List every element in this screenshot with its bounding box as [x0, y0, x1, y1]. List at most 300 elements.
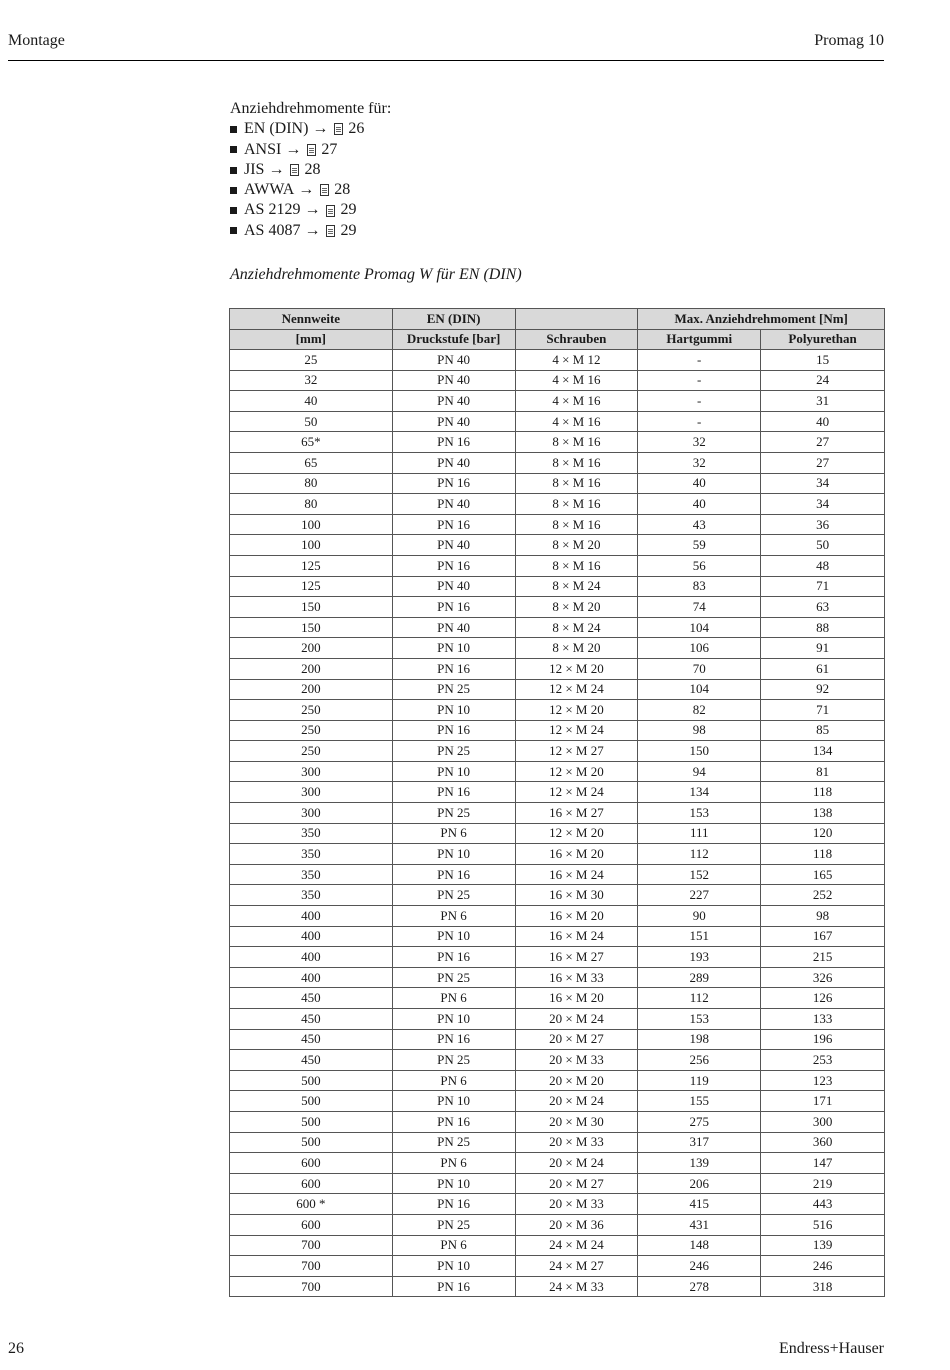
reference-label: AWWA — [244, 181, 295, 199]
table-row — [230, 452, 885, 473]
table-row — [230, 432, 885, 453]
cell-polyurethan: 318 — [761, 1276, 885, 1297]
cell-hartgummi: 74 — [638, 597, 761, 618]
table-row — [230, 597, 885, 618]
cell-hartgummi: 112 — [638, 988, 761, 1009]
cell-hartgummi: 289 — [638, 967, 761, 988]
cell-polyurethan: 34 — [761, 473, 885, 494]
cell-polyurethan: 92 — [761, 679, 885, 700]
reference-item — [230, 180, 391, 200]
cell-hartgummi: 155 — [638, 1091, 761, 1112]
reference-label: JIS — [244, 160, 265, 178]
cell-polyurethan: 215 — [761, 947, 885, 968]
reference-item — [230, 221, 391, 241]
cell-hartgummi: 198 — [638, 1029, 761, 1050]
bullet-icon — [230, 146, 237, 153]
table-row — [230, 761, 885, 782]
cell-nennweite: 100 — [230, 514, 393, 535]
cell-hartgummi: 256 — [638, 1050, 761, 1071]
table-row — [230, 967, 885, 988]
cell-schrauben: 16 × M 27 — [515, 947, 638, 968]
table-row — [230, 1153, 885, 1174]
header-nennweite: Nennweite — [230, 309, 393, 330]
header-max-torque: Max. Anziehdrehmoment [Nm] — [638, 309, 885, 330]
table-row — [230, 576, 885, 597]
cell-schrauben: 8 × M 16 — [515, 514, 638, 535]
cell-schrauben: 16 × M 30 — [515, 885, 638, 906]
cell-nennweite: 150 — [230, 617, 393, 638]
page-reference-icon — [320, 184, 329, 196]
page-reference-icon — [326, 205, 335, 217]
cell-schrauben: 8 × M 16 — [515, 452, 638, 473]
cell-hartgummi: - — [638, 350, 761, 371]
cell-druckstufe: PN 16 — [392, 1111, 515, 1132]
cell-schrauben: 20 × M 24 — [515, 1153, 638, 1174]
cell-schrauben: 20 × M 30 — [515, 1111, 638, 1132]
cell-druckstufe: PN 16 — [392, 947, 515, 968]
arrow-icon: → — [285, 140, 302, 158]
cell-schrauben: 16 × M 20 — [515, 988, 638, 1009]
cell-nennweite: 500 — [230, 1132, 393, 1153]
cell-druckstufe: PN 10 — [392, 1009, 515, 1030]
cell-nennweite: 350 — [230, 885, 393, 906]
table-row — [230, 823, 885, 844]
cell-schrauben: 20 × M 24 — [515, 1091, 638, 1112]
cell-druckstufe: PN 40 — [392, 370, 515, 391]
brand-name: Endress+Hauser — [779, 1340, 884, 1357]
cell-druckstufe: PN 6 — [392, 1153, 515, 1174]
cell-druckstufe: PN 16 — [392, 658, 515, 679]
reference-label: AS 2129 — [244, 201, 301, 219]
cell-schrauben: 12 × M 20 — [515, 700, 638, 721]
cell-hartgummi: 90 — [638, 906, 761, 927]
cell-schrauben: 24 × M 24 — [515, 1235, 638, 1256]
cell-hartgummi: - — [638, 411, 761, 432]
cell-hartgummi: 104 — [638, 617, 761, 638]
header-hartgummi: Hartgummi — [638, 329, 761, 350]
cell-hartgummi: 56 — [638, 555, 761, 576]
cell-polyurethan: 118 — [761, 844, 885, 865]
cell-nennweite: 600 — [230, 1153, 393, 1174]
cell-nennweite: 600 — [230, 1214, 393, 1235]
cell-hartgummi: 278 — [638, 1276, 761, 1297]
cell-polyurethan: 50 — [761, 535, 885, 556]
cell-hartgummi: 246 — [638, 1256, 761, 1277]
table-row — [230, 535, 885, 556]
cell-polyurethan: 71 — [761, 700, 885, 721]
cell-hartgummi: 70 — [638, 658, 761, 679]
cell-polyurethan: 147 — [761, 1153, 885, 1174]
cell-hartgummi: 431 — [638, 1214, 761, 1235]
table-row — [230, 1256, 885, 1277]
cell-nennweite: 250 — [230, 720, 393, 741]
table-row — [230, 473, 885, 494]
cell-nennweite: 700 — [230, 1256, 393, 1277]
arrow-icon: → — [304, 201, 321, 219]
cell-schrauben: 8 × M 16 — [515, 473, 638, 494]
table-row — [230, 1235, 885, 1256]
cell-nennweite: 65* — [230, 432, 393, 453]
arrow-icon: → — [304, 221, 321, 239]
cell-druckstufe: PN 40 — [392, 576, 515, 597]
cell-druckstufe: PN 10 — [392, 1173, 515, 1194]
cell-schrauben: 4 × M 16 — [515, 370, 638, 391]
cell-polyurethan: 48 — [761, 555, 885, 576]
cell-druckstufe: PN 10 — [392, 1091, 515, 1112]
cell-polyurethan: 24 — [761, 370, 885, 391]
page-header — [8, 30, 884, 61]
page-reference-icon — [326, 225, 335, 237]
cell-schrauben: 12 × M 24 — [515, 679, 638, 700]
header-schrauben-top — [515, 309, 638, 330]
reference-list — [230, 119, 391, 241]
table-row — [230, 1132, 885, 1153]
cell-nennweite: 300 — [230, 761, 393, 782]
cell-schrauben: 8 × M 24 — [515, 576, 638, 597]
cell-nennweite: 450 — [230, 988, 393, 1009]
table-row — [230, 1276, 885, 1297]
cell-schrauben: 20 × M 33 — [515, 1050, 638, 1071]
cell-hartgummi: 152 — [638, 864, 761, 885]
cell-schrauben: 20 × M 27 — [515, 1029, 638, 1050]
table-caption: Anziehdrehmomente Promag W für EN (DIN) — [230, 266, 522, 283]
cell-schrauben: 12 × M 24 — [515, 782, 638, 803]
cell-nennweite: 100 — [230, 535, 393, 556]
table-row — [230, 1173, 885, 1194]
cell-polyurethan: 443 — [761, 1194, 885, 1215]
reference-label: AS 4087 — [244, 221, 301, 239]
cell-nennweite: 500 — [230, 1111, 393, 1132]
cell-druckstufe: PN 10 — [392, 700, 515, 721]
cell-nennweite: 300 — [230, 782, 393, 803]
cell-polyurethan: 246 — [761, 1256, 885, 1277]
cell-hartgummi: 83 — [638, 576, 761, 597]
page-number: 26 — [8, 1340, 24, 1357]
cell-druckstufe: PN 10 — [392, 926, 515, 947]
cell-polyurethan: 196 — [761, 1029, 885, 1050]
cell-druckstufe: PN 40 — [392, 452, 515, 473]
cell-druckstufe: PN 25 — [392, 803, 515, 824]
cell-nennweite: 500 — [230, 1070, 393, 1091]
cell-schrauben: 8 × M 16 — [515, 494, 638, 515]
cell-nennweite: 125 — [230, 576, 393, 597]
cell-schrauben: 16 × M 27 — [515, 803, 638, 824]
cell-schrauben: 8 × M 20 — [515, 638, 638, 659]
table-row — [230, 370, 885, 391]
cell-hartgummi: 94 — [638, 761, 761, 782]
table-row — [230, 350, 885, 371]
cell-schrauben: 12 × M 27 — [515, 741, 638, 762]
table-row — [230, 1091, 885, 1112]
cell-schrauben: 4 × M 16 — [515, 391, 638, 412]
cell-schrauben: 4 × M 12 — [515, 350, 638, 371]
cell-hartgummi: 139 — [638, 1153, 761, 1174]
cell-polyurethan: 98 — [761, 906, 885, 927]
cell-nennweite: 80 — [230, 473, 393, 494]
cell-nennweite: 350 — [230, 823, 393, 844]
cell-druckstufe: PN 16 — [392, 864, 515, 885]
cell-hartgummi: 32 — [638, 432, 761, 453]
table-row — [230, 411, 885, 432]
cell-schrauben: 20 × M 27 — [515, 1173, 638, 1194]
table-row — [230, 1111, 885, 1132]
cell-schrauben: 8 × M 16 — [515, 555, 638, 576]
cell-polyurethan: 253 — [761, 1050, 885, 1071]
cell-schrauben: 8 × M 20 — [515, 597, 638, 618]
table-row — [230, 638, 885, 659]
cell-druckstufe: PN 10 — [392, 844, 515, 865]
reference-item — [230, 119, 391, 139]
cell-schrauben: 8 × M 16 — [515, 432, 638, 453]
cell-polyurethan: 36 — [761, 514, 885, 535]
cell-nennweite: 32 — [230, 370, 393, 391]
cell-hartgummi: 134 — [638, 782, 761, 803]
reference-page: 29 — [340, 221, 357, 239]
table-row — [230, 1214, 885, 1235]
reference-label: EN (DIN) — [244, 120, 309, 138]
cell-nennweite: 400 — [230, 906, 393, 927]
reference-page: 27 — [321, 140, 338, 158]
cell-hartgummi: 151 — [638, 926, 761, 947]
intro-title: Anziehdrehmomente für: — [230, 100, 392, 117]
table-row — [230, 494, 885, 515]
cell-schrauben: 20 × M 36 — [515, 1214, 638, 1235]
table-row — [230, 782, 885, 803]
table-row — [230, 514, 885, 535]
cell-schrauben: 16 × M 20 — [515, 844, 638, 865]
cell-hartgummi: 43 — [638, 514, 761, 535]
cell-druckstufe: PN 16 — [392, 1276, 515, 1297]
cell-schrauben: 20 × M 33 — [515, 1194, 638, 1215]
cell-nennweite: 25 — [230, 350, 393, 371]
arrow-icon: → — [312, 120, 329, 138]
bullet-icon — [230, 227, 237, 234]
cell-nennweite: 200 — [230, 638, 393, 659]
table-row — [230, 1009, 885, 1030]
cell-nennweite: 400 — [230, 967, 393, 988]
cell-druckstufe: PN 40 — [392, 391, 515, 412]
cell-hartgummi: 153 — [638, 803, 761, 824]
cell-polyurethan: 139 — [761, 1235, 885, 1256]
cell-schrauben: 4 × M 16 — [515, 411, 638, 432]
cell-druckstufe: PN 25 — [392, 679, 515, 700]
cell-nennweite: 450 — [230, 1009, 393, 1030]
cell-hartgummi: 193 — [638, 947, 761, 968]
cell-polyurethan: 71 — [761, 576, 885, 597]
cell-polyurethan: 126 — [761, 988, 885, 1009]
reference-page: 26 — [348, 120, 365, 138]
header-schrauben: Schrauben — [515, 329, 638, 350]
cell-schrauben: 8 × M 24 — [515, 617, 638, 638]
cell-schrauben: 20 × M 20 — [515, 1070, 638, 1091]
reference-item — [230, 160, 391, 180]
cell-druckstufe: PN 6 — [392, 1070, 515, 1091]
cell-druckstufe: PN 25 — [392, 885, 515, 906]
cell-hartgummi: 40 — [638, 473, 761, 494]
cell-nennweite: 80 — [230, 494, 393, 515]
cell-polyurethan: 81 — [761, 761, 885, 782]
table-row — [230, 658, 885, 679]
cell-nennweite: 700 — [230, 1235, 393, 1256]
cell-schrauben: 24 × M 33 — [515, 1276, 638, 1297]
cell-druckstufe: PN 25 — [392, 1050, 515, 1071]
table-body — [230, 350, 885, 1297]
cell-hartgummi: 104 — [638, 679, 761, 700]
cell-hartgummi: 275 — [638, 1111, 761, 1132]
table-row — [230, 1194, 885, 1215]
cell-schrauben: 12 × M 20 — [515, 761, 638, 782]
cell-polyurethan: 252 — [761, 885, 885, 906]
cell-nennweite: 450 — [230, 1029, 393, 1050]
cell-druckstufe: PN 10 — [392, 1256, 515, 1277]
cell-schrauben: 20 × M 33 — [515, 1132, 638, 1153]
cell-druckstufe: PN 40 — [392, 494, 515, 515]
cell-nennweite: 40 — [230, 391, 393, 412]
cell-schrauben: 24 × M 27 — [515, 1256, 638, 1277]
cell-polyurethan: 300 — [761, 1111, 885, 1132]
cell-polyurethan: 34 — [761, 494, 885, 515]
cell-nennweite: 600 * — [230, 1194, 393, 1215]
table-row — [230, 885, 885, 906]
header-mm: [mm] — [230, 329, 393, 350]
page-reference-icon — [334, 123, 343, 135]
reference-label: ANSI — [244, 140, 282, 158]
cell-nennweite: 500 — [230, 1091, 393, 1112]
cell-polyurethan: 27 — [761, 432, 885, 453]
cell-nennweite: 350 — [230, 844, 393, 865]
cell-nennweite: 450 — [230, 1050, 393, 1071]
cell-hartgummi: 40 — [638, 494, 761, 515]
reference-page: 29 — [340, 201, 357, 219]
cell-nennweite: 65 — [230, 452, 393, 473]
cell-polyurethan: 120 — [761, 823, 885, 844]
arrow-icon: → — [298, 181, 315, 199]
cell-schrauben: 16 × M 24 — [515, 926, 638, 947]
arrow-icon: → — [268, 160, 285, 178]
cell-hartgummi: 106 — [638, 638, 761, 659]
cell-druckstufe: PN 6 — [392, 988, 515, 1009]
cell-nennweite: 400 — [230, 926, 393, 947]
table-row — [230, 679, 885, 700]
table-row — [230, 555, 885, 576]
cell-druckstufe: PN 6 — [392, 1235, 515, 1256]
cell-nennweite: 300 — [230, 803, 393, 824]
table-row — [230, 988, 885, 1009]
cell-polyurethan: 27 — [761, 452, 885, 473]
bullet-icon — [230, 187, 237, 194]
torque-reference-list — [230, 99, 391, 241]
cell-schrauben: 16 × M 33 — [515, 967, 638, 988]
cell-hartgummi: 32 — [638, 452, 761, 473]
cell-polyurethan: 91 — [761, 638, 885, 659]
table-row — [230, 926, 885, 947]
reference-item — [230, 140, 391, 160]
reference-page: 28 — [304, 160, 321, 178]
cell-schrauben: 16 × M 20 — [515, 906, 638, 927]
header-druckstufe: Druckstufe [bar] — [392, 329, 515, 350]
cell-polyurethan: 85 — [761, 720, 885, 741]
table-row — [230, 1070, 885, 1091]
cell-polyurethan: 31 — [761, 391, 885, 412]
cell-hartgummi: 119 — [638, 1070, 761, 1091]
cell-druckstufe: PN 16 — [392, 555, 515, 576]
cell-polyurethan: 171 — [761, 1091, 885, 1112]
table-header — [230, 309, 885, 350]
section-title: Montage — [8, 32, 65, 49]
cell-schrauben: 12 × M 20 — [515, 658, 638, 679]
bullet-icon — [230, 207, 237, 214]
cell-schrauben: 12 × M 24 — [515, 720, 638, 741]
cell-hartgummi: 317 — [638, 1132, 761, 1153]
cell-nennweite: 250 — [230, 741, 393, 762]
cell-polyurethan: 88 — [761, 617, 885, 638]
cell-polyurethan: 118 — [761, 782, 885, 803]
cell-polyurethan: 165 — [761, 864, 885, 885]
cell-druckstufe: PN 25 — [392, 1214, 515, 1235]
cell-schrauben: 8 × M 20 — [515, 535, 638, 556]
torque-table — [229, 308, 885, 1297]
cell-polyurethan: 167 — [761, 926, 885, 947]
cell-druckstufe: PN 25 — [392, 967, 515, 988]
cell-hartgummi: 98 — [638, 720, 761, 741]
cell-polyurethan: 219 — [761, 1173, 885, 1194]
cell-schrauben: 16 × M 24 — [515, 864, 638, 885]
header-polyurethan: Polyurethan — [761, 329, 885, 350]
cell-druckstufe: PN 40 — [392, 350, 515, 371]
cell-nennweite: 250 — [230, 700, 393, 721]
cell-polyurethan: 134 — [761, 741, 885, 762]
cell-schrauben: 12 × M 20 — [515, 823, 638, 844]
cell-nennweite: 200 — [230, 679, 393, 700]
cell-druckstufe: PN 6 — [392, 823, 515, 844]
cell-polyurethan: 516 — [761, 1214, 885, 1235]
table-row — [230, 741, 885, 762]
cell-polyurethan: 61 — [761, 658, 885, 679]
cell-druckstufe: PN 40 — [392, 617, 515, 638]
cell-nennweite: 700 — [230, 1276, 393, 1297]
cell-nennweite: 600 — [230, 1173, 393, 1194]
cell-hartgummi: 206 — [638, 1173, 761, 1194]
cell-polyurethan: 15 — [761, 350, 885, 371]
cell-hartgummi: 227 — [638, 885, 761, 906]
cell-hartgummi: - — [638, 391, 761, 412]
cell-polyurethan: 63 — [761, 597, 885, 618]
cell-hartgummi: 150 — [638, 741, 761, 762]
cell-nennweite: 400 — [230, 947, 393, 968]
cell-hartgummi: 112 — [638, 844, 761, 865]
cell-druckstufe: PN 16 — [392, 782, 515, 803]
table-row — [230, 391, 885, 412]
table-row — [230, 864, 885, 885]
cell-druckstufe: PN 25 — [392, 1132, 515, 1153]
table-row — [230, 617, 885, 638]
cell-nennweite: 50 — [230, 411, 393, 432]
cell-druckstufe: PN 16 — [392, 1029, 515, 1050]
cell-druckstufe: PN 16 — [392, 1194, 515, 1215]
cell-druckstufe: PN 16 — [392, 473, 515, 494]
cell-druckstufe: PN 16 — [392, 597, 515, 618]
cell-polyurethan: 138 — [761, 803, 885, 824]
cell-hartgummi: 82 — [638, 700, 761, 721]
table-row — [230, 906, 885, 927]
cell-polyurethan: 360 — [761, 1132, 885, 1153]
page-reference-icon — [290, 164, 299, 176]
cell-nennweite: 200 — [230, 658, 393, 679]
cell-nennweite: 125 — [230, 555, 393, 576]
table-row — [230, 947, 885, 968]
cell-druckstufe: PN 6 — [392, 906, 515, 927]
cell-druckstufe: PN 25 — [392, 741, 515, 762]
